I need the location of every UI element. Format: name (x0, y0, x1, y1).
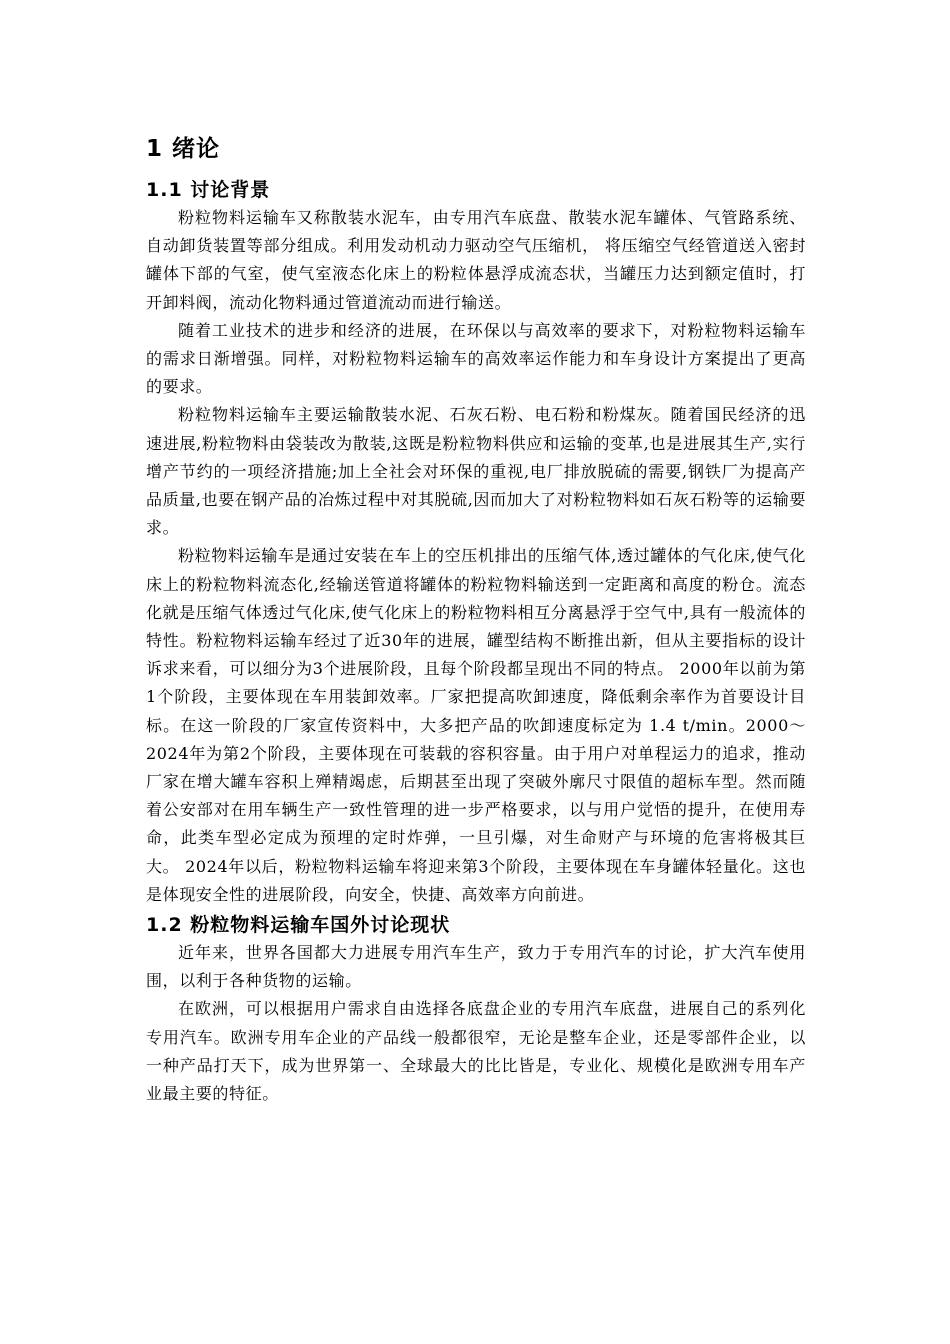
paragraph: 粉粒物料运输车又称散装水泥车，由专用汽车底盘、散装水泥车罐体、气管路系统、自动卸货装置等部分组成。利用发动机动力驱动空气压缩机， 将压缩空气经管道送入密封罐体下部的气室，使气室液态化床上的粉粒体悬浮成流态状，当罐压力达到额定值时，打开卸料阀，流动化物料通过管道流动而进行输送。 (146, 208, 806, 312)
section-heading: 1.1 讨论背景 (146, 179, 271, 201)
paragraph: 随着工业技术的进步和经济的进展，在环保以与高效率的要求下，对粉粒物料运输车的需求日渐增强。同样，对粉粒物料运输车的高效率运作能力和车身设计方案提出了更高的要求。 (146, 320, 806, 397)
section-foreign-research (146, 911, 806, 1108)
section-heading: 1.2 粉粒物料运输车国外讨论现状 (146, 914, 451, 937)
section-background (146, 176, 806, 909)
paragraph: 粉粒物料运输车主要运输散装水泥、石灰石粉、电石粉和粉煤灰。随着国民经济的迅速进展,粉粒物料由袋装改为散装,这既是粉粒物料供应和运输的变革,也是进展其生产,实行增产节约的一项经济措施;加上全社会对环保的重视,电厂排放脱硫的需要,钢铁厂为提高产品质量,也要在钢产品的冶炼过程中对其脱硫,因而加大了对粉粒物料如石灰石粉等的运输要求。 (146, 405, 806, 538)
chapter-title: 1 绪论 (146, 136, 221, 162)
paragraph: 粉粒物料运输车是通过安装在车上的空压机排出的压缩气体,透过罐体的气化床,使气化床上的粉粒物料流态化,经输送管道将罐体的粉粒物料输送到一定距离和高度的粉仓。流态化就是压缩气体透过气化床,使气化床上的粉粒物料相互分离悬浮于空气中,具有一般流体的特性。粉粒物料运输车经过了近30年的进展，罐型结构不断推出新，但从主要指标的设计诉求来看，可以细分为3个进展阶段，且每个阶段都呈现出不同的特点。 2000年以前为第1个阶段，主要体现在车用装卸效率。厂家把提高吹卸速度，降低剩余率作为首要设计目标。在这一阶段的厂家宣传资料中，大多把产品的吹卸速度标定为 1.4 t/min。2000～2024年为第2个阶段，主要体现在可装载的容积容量。由于用户对单程运力的追求，推动厂家在增大罐车容积上殚精竭虑，后期甚至出现了突破外廓尺寸限值的超标车型。然而随着公安部对在用车辆生产一致性管理的进一步严格要求，以与用户觉悟的提升，在使用寿命，此类车型必定成为预埋的定时炸弹，一旦引爆，对生命财产与环境的危害将极其巨大。 2024年以后，粉粒物料运输车将迎来第3个阶段，主要体现在车身罐体轻量化。这也是体现安全性的进展阶段，向安全，快捷、高效率方向前进。 (146, 546, 806, 904)
paragraph: 近年来，世界各国都大力进展专用汽车生产，致力于专用汽车的讨论，扩大汽车使用围，以利于各种货物的运输。 (146, 943, 806, 991)
document-page (146, 132, 806, 1108)
paragraph: 在欧洲，可以根据用户需求自由选择各底盘企业的专用汽车底盘，进展自己的系列化专用汽车。欧洲专用车企业的产品线一般都很窄，无论是整车企业，还是零部件企业，以一种产品打天下，成为世界第一、全球最大的比比皆是，专业化、规模化是欧洲专用车产业最主要的特征。 (146, 999, 806, 1104)
